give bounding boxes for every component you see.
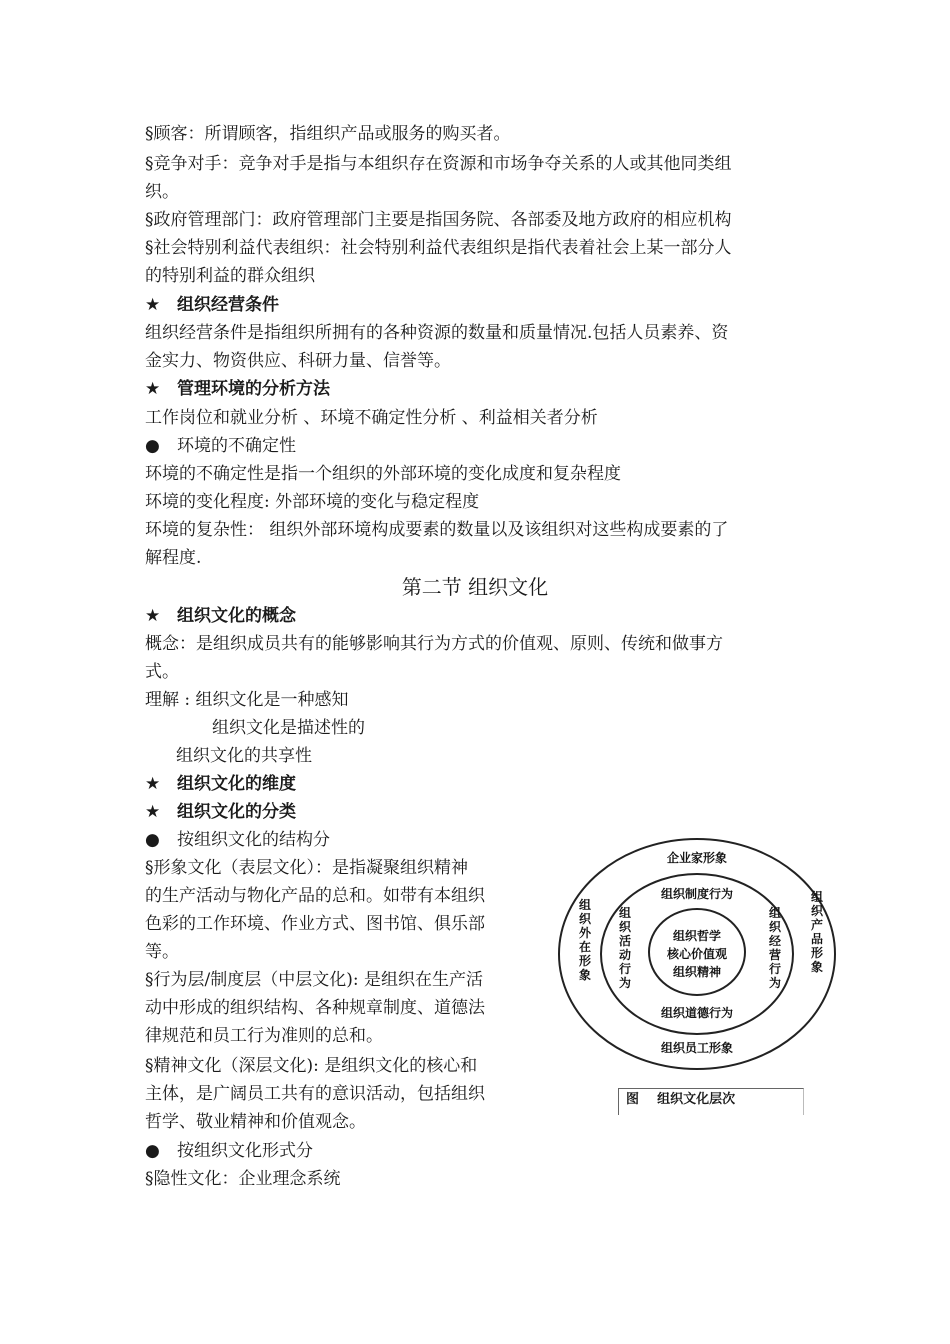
paragraph-structure-3: 色彩的工作环境、作业方式、图书馆、俱乐部 bbox=[145, 914, 485, 934]
heading-dimension: ★ 组织文化的维度 bbox=[145, 770, 296, 798]
paragraph-uncertainty-3: 环境的复杂性： 组织外部环境构成要素的数量以及该组织对这些构成要素的了 bbox=[145, 520, 729, 540]
paragraph-analysis-method: 工作岗位和就业分析 、环境不确定性分析 、利益相关者分析 bbox=[145, 408, 598, 428]
heading-operating-conditions: ★ 组织经营条件 bbox=[145, 291, 279, 319]
paragraph-operating-2: 金实力、物资供应、科研力量、信誉等。 bbox=[145, 351, 451, 371]
bullet-uncertainty: ● 环境的不确定性 bbox=[145, 432, 296, 460]
label-middle-bottom: 组织道德行为 bbox=[660, 1006, 734, 1020]
understanding-2: 组织文化是描述性的 bbox=[212, 718, 365, 738]
paragraph-structure-10: 哲学、敬业精神和价值观念。 bbox=[145, 1112, 366, 1132]
paragraph-form: §隐性文化：企业理念系统 bbox=[145, 1169, 341, 1189]
understanding-1: 理解 : 组织文化是一种感知 bbox=[145, 690, 349, 710]
section-title: 第二节 组织文化 bbox=[401, 575, 549, 599]
heading-classification: ★ 组织文化的分类 bbox=[145, 798, 296, 826]
label-middle-right: 组织经营行为 bbox=[768, 906, 782, 990]
paragraph-structure-8: §精神文化（深层文化): 是组织文化的核心和 bbox=[145, 1056, 478, 1076]
paragraph-structure-6: 动中形成的组织结构、各种规章制度、道德法 bbox=[145, 998, 485, 1018]
label-core-philosophy: 组织哲学 bbox=[672, 929, 722, 943]
paragraph-concept-2: 式。 bbox=[145, 662, 179, 682]
paragraph-competitor-cont: 织。 bbox=[145, 182, 179, 202]
label-outer-bottom: 组织员工形象 bbox=[660, 1041, 734, 1055]
paragraph-interest-group: §社会特别利益代表组织：社会特别利益代表组织是指代表着社会上某一部分人 bbox=[145, 238, 732, 258]
paragraph-interest-group-cont: 的特别利益的群众组织 bbox=[145, 266, 315, 286]
bullet-icon: ● bbox=[145, 1141, 160, 1161]
paragraph-structure-2: 的生产活动与物化产品的总和。如带有本组织 bbox=[145, 886, 485, 906]
paragraph-uncertainty-4: 解程度. bbox=[145, 548, 202, 568]
paragraph-competitor: §竞争对手：竞争对手是指与本组织存在资源和市场争夺关系的人或其他同类组 bbox=[145, 154, 732, 174]
figure-caption: 图 组织文化层次 bbox=[626, 1092, 736, 1107]
label-core-spirit: 组织精神 bbox=[672, 965, 722, 979]
paragraph-structure-1: §形象文化（表层文化）：是指凝聚组织精神 bbox=[145, 858, 468, 878]
paragraph-uncertainty-1: 环境的不确定性是指一个组织的外部环境的变化成度和复杂程度 bbox=[145, 464, 621, 484]
paragraph-uncertainty-2: 环境的变化程度: 外部环境的变化与稳定程度 bbox=[145, 492, 480, 512]
heading-concept: ★ 组织文化的概念 bbox=[145, 602, 296, 630]
label-core-values: 核心价值观 bbox=[666, 947, 728, 961]
paragraph-structure-7: 律规范和员工行为准则的总和。 bbox=[145, 1026, 383, 1046]
star-icon: ★ bbox=[145, 802, 161, 822]
label-outer-top: 企业家形象 bbox=[666, 851, 728, 865]
star-icon: ★ bbox=[145, 295, 161, 315]
paragraph-structure-4: 等。 bbox=[145, 942, 179, 962]
bullet-icon: ● bbox=[145, 830, 160, 850]
label-middle-top: 组织制度行为 bbox=[660, 887, 734, 901]
paragraph-customer: §顾客：所谓顾客，指组织产品或服务的购买者。 bbox=[145, 124, 511, 144]
star-icon: ★ bbox=[145, 774, 161, 794]
star-icon: ★ bbox=[145, 379, 161, 399]
label-outer-left: 组织外在形象 bbox=[578, 898, 592, 982]
label-outer-right: 组织产品形象 bbox=[810, 890, 824, 974]
paragraph-structure-5: §行为层/制度层（中层文化): 是组织在生产活 bbox=[145, 970, 483, 990]
bullet-form: ● 按组织文化形式分 bbox=[145, 1137, 313, 1165]
paragraph-government: §政府管理部门：政府管理部门主要是指国务院、各部委及地方政府的相应机构 bbox=[145, 210, 732, 230]
paragraph-structure-9: 主体，是广阔员工共有的意识活动，包括组织 bbox=[145, 1084, 485, 1104]
bullet-structure: ● 按组织文化的结构分 bbox=[145, 826, 330, 854]
culture-levels-diagram bbox=[555, 835, 840, 1120]
label-middle-left: 组织活动行为 bbox=[618, 906, 632, 990]
understanding-3: 组织文化的共享性 bbox=[176, 746, 312, 766]
paragraph-concept-1: 概念：是组织成员共有的能够影响其行为方式的价值观、原则、传统和做事方 bbox=[145, 634, 723, 654]
paragraph-operating-1: 组织经营条件是指组织所拥有的各种资源的数量和质量情况.包括人员素养、资 bbox=[145, 323, 729, 343]
heading-analysis-method: ★ 管理环境的分析方法 bbox=[145, 375, 330, 403]
star-icon: ★ bbox=[145, 606, 161, 626]
bullet-icon: ● bbox=[145, 436, 160, 456]
